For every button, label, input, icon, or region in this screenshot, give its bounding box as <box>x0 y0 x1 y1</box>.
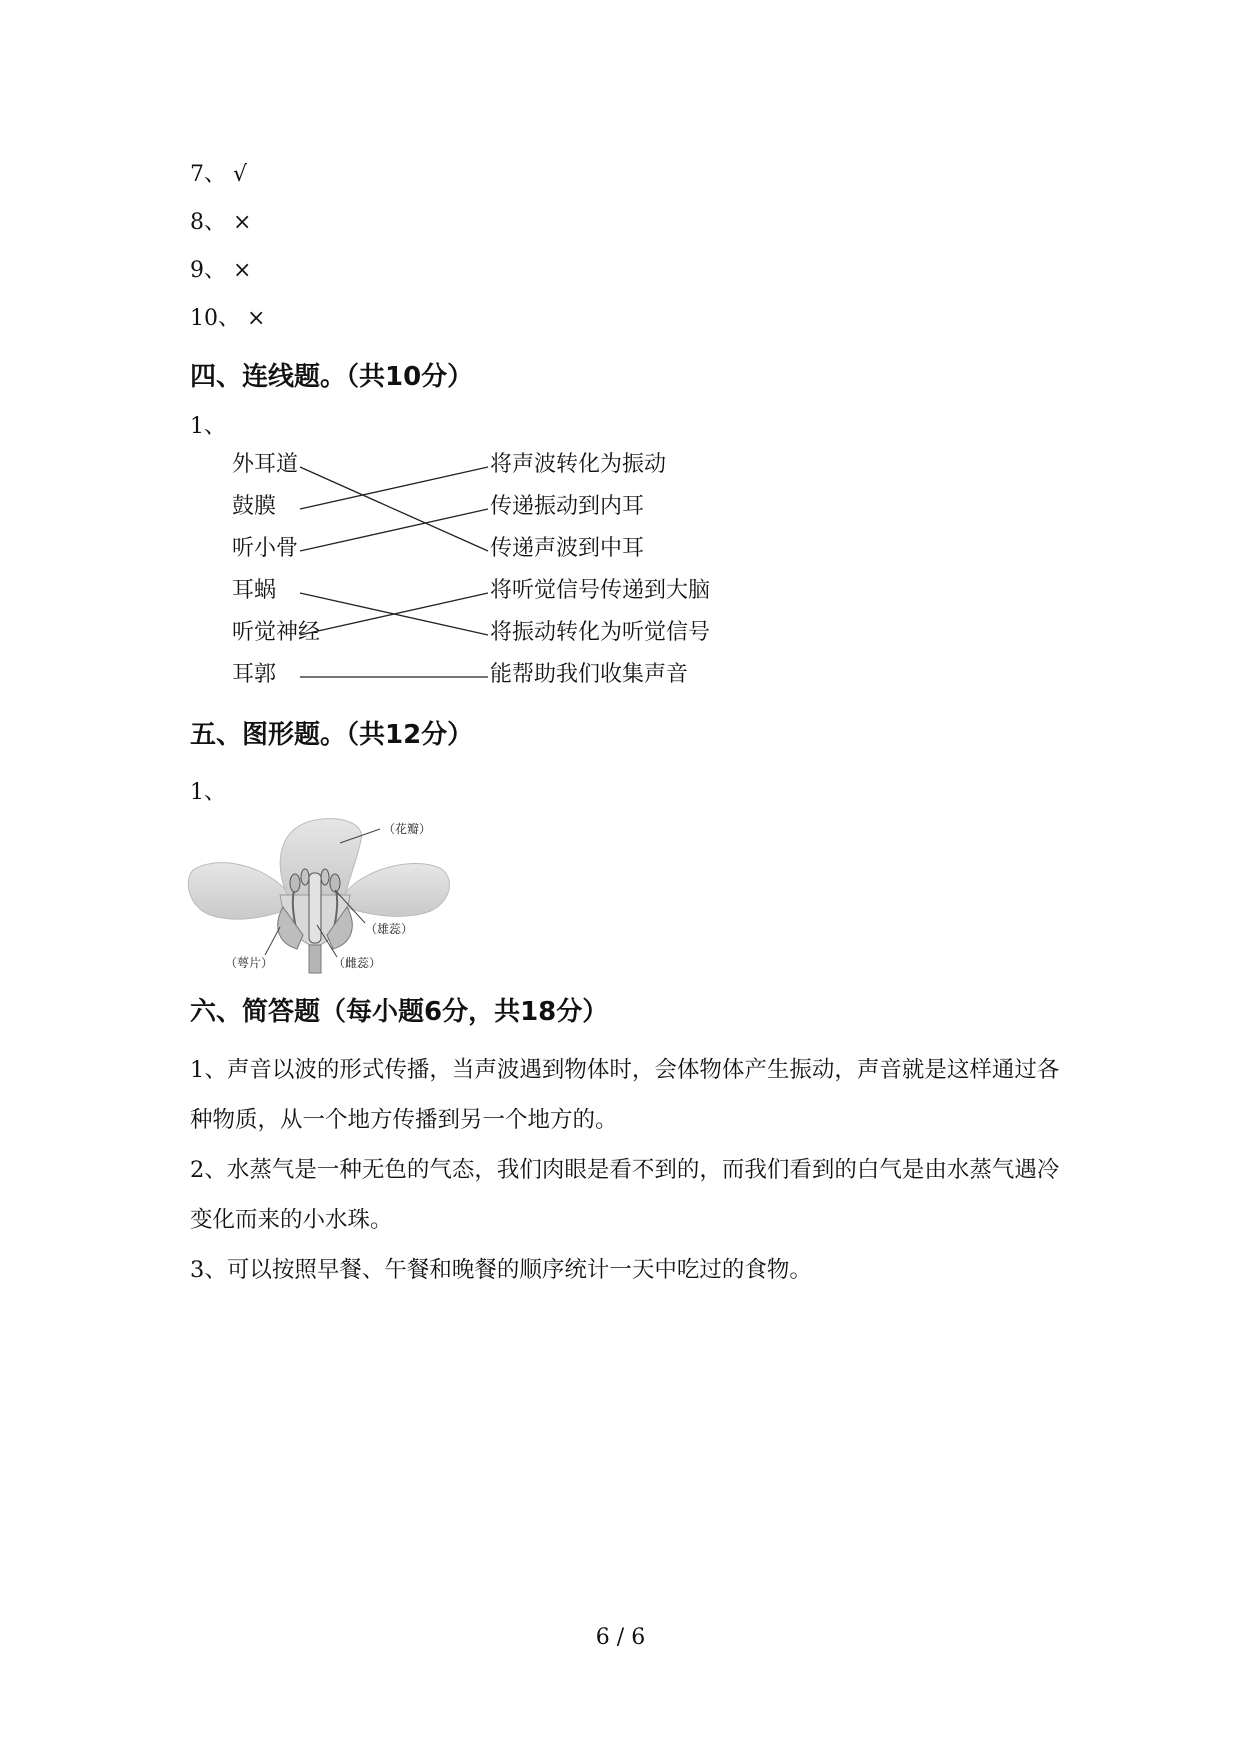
short-answer-1: 1、声音以波的形式传播，当声波遇到物体时，会体物体产生振动，声音就是这样通过各种物质，从一个地方传播到另一个地方的。 <box>190 1057 1060 1133</box>
left-petal <box>188 863 293 919</box>
section-6-title: 六、简答题（每小题6分，共18分） <box>190 997 609 1027</box>
section-4-question-number: 1、 <box>190 414 226 439</box>
flower-diagram <box>185 815 475 975</box>
label-pistil: （雌蕊） <box>333 956 382 970</box>
match-line <box>300 467 488 551</box>
match-right-item: 将听觉信号传递到大脑 <box>490 578 711 603</box>
section-4-title: 四、连线题。（共10分） <box>190 362 474 392</box>
match-right-item: 将声波转化为振动 <box>490 452 667 477</box>
match-left-item: 耳郭 <box>232 662 277 687</box>
match-left-item: 鼓膜 <box>232 494 277 519</box>
anther <box>330 874 340 892</box>
section-5-question-number: 1、 <box>190 780 226 805</box>
page-number: 6 / 6 <box>595 1625 646 1650</box>
match-line <box>300 467 488 509</box>
match-right-item: 传递振动到内耳 <box>490 494 645 519</box>
answer-number: 7、 <box>190 162 226 187</box>
match-left-item: 听觉神经 <box>232 620 321 645</box>
label-sepal: （萼片） <box>225 956 274 970</box>
answer-number: 10、 <box>190 306 240 331</box>
matching-lines <box>0 0 1241 760</box>
leader-line <box>265 927 280 955</box>
anther <box>321 869 329 885</box>
match-left-item: 耳蜗 <box>232 578 277 603</box>
match-line <box>300 509 488 551</box>
right-petal <box>343 864 449 917</box>
answer-mark: √ <box>233 162 248 187</box>
match-left-item: 外耳道 <box>232 452 299 477</box>
anther <box>301 869 309 885</box>
section-5-title: 五、图形题。（共12分） <box>190 720 474 750</box>
match-right-item: 能帮助我们收集声音 <box>490 662 689 687</box>
answer-number: 8、 <box>190 210 226 235</box>
answer-number: 9、 <box>190 258 226 283</box>
answer-mark: × <box>247 306 266 331</box>
match-right-item: 传递声波到中耳 <box>490 536 645 561</box>
answer-mark: × <box>233 258 252 283</box>
short-answer-2: 2、水蒸气是一种无色的气态，我们肉眼是看不到的，而我们看到的白气是由水蒸气遇冷变化而来的小水珠。 <box>190 1157 1060 1233</box>
label-stamen: （雄蕊） <box>365 922 414 936</box>
answer-mark: × <box>233 210 252 235</box>
label-petal: （花瓣） <box>383 822 432 836</box>
anther <box>290 874 300 892</box>
match-left-item: 听小骨 <box>232 536 299 561</box>
short-answer-3: 3、可以按照早餐、午餐和晚餐的顺序统计一天中吃过的食物。 <box>190 1257 812 1283</box>
match-right-item: 将振动转化为听觉信号 <box>490 620 711 645</box>
stem <box>309 945 321 973</box>
pistil <box>309 873 321 943</box>
